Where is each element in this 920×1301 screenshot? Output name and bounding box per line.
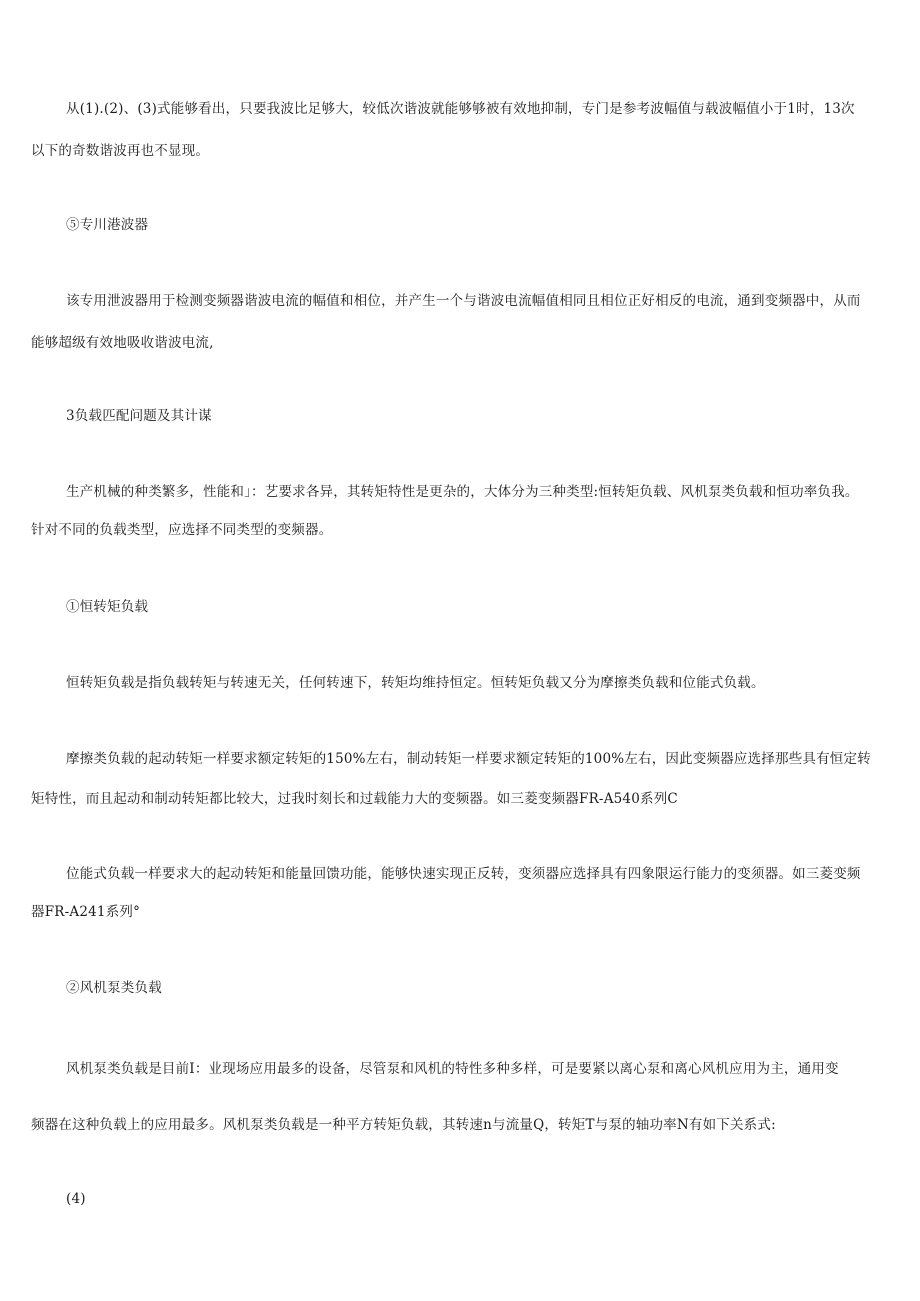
section-heading: 3负载匹配问题及其计谋 (66, 408, 212, 424)
paragraph-line: 风机泵类负载是目前I：业现场应用最多的设备，尽管泵和风机的特性多种多样，可是要紧以离心泵和离心风机应用为主，通用变 (66, 1061, 839, 1077)
paragraph-line: 位能式负载一样要求大的起动转矩和能量回馈功能，能够快速实现正反转，变须器应选择具有四象限运行能力的变须器。如三菱变频 (66, 866, 861, 882)
section-heading: ⑤专川港波器 (66, 217, 149, 233)
section-heading: ②风机泵类负载 (66, 980, 162, 996)
paragraph-line: 频器在这种负载上的应用最多。风机泵类负载是一种平方转矩负载，其转速n与流量Q，转矩T与泵的轴功率N有如下关系式: (31, 1117, 776, 1133)
paragraph-line: 恒转矩负载是指负载转矩与转速无关，任何转速下，转矩均维持恒定。恒转矩负载又分为摩擦类负载和位能式负载。 (66, 675, 765, 691)
paragraph-line: 矩特性，而且起动和制动转矩都比较大，过我时刻长和过载能力大的变频器。如三菱变频器FR-A540系列C (31, 791, 678, 807)
paragraph-line: 针对不同的负载类型，应选择不同类型的变频器。 (31, 522, 333, 538)
paragraph-line: 生产机械的种类繁多，性能和」：艺要求各异，其转矩特性是更杂的，大体分为三种类型:恒转矩负载、风机泵类负载和恒功率负我。 (66, 484, 859, 500)
paragraph-line: 该专用泄波器用于检测变频器谐波电流的幅值和相位，并产生一个与谐波电流幅值相同且相位正好相反的电流，通到变频器中，从而 (66, 293, 861, 309)
section-heading: ①恒转矩负载 (66, 599, 149, 615)
paragraph-line: 从(1).(2)、(3)式能够看出，只要我波比足够大，较低次谐波就能够够被有效地抑制，专门是参考波幅值与载波幅值小于1时，13次 (66, 101, 855, 117)
paragraph-line: 能够超级有效地吸收谐波电流, (31, 335, 214, 351)
equation-number: (4) (66, 1191, 86, 1207)
paragraph-line: 摩擦类负载的起动转矩一样要求额定转矩的150%左右，制动转矩一样要求额定转矩的100%左右，因此变频器应选择那些具有恒定转 (66, 751, 871, 767)
paragraph-line: 器FR-A241系列° (31, 904, 141, 920)
paragraph-line: 以下的奇数谐波再也不显现。 (31, 143, 210, 159)
